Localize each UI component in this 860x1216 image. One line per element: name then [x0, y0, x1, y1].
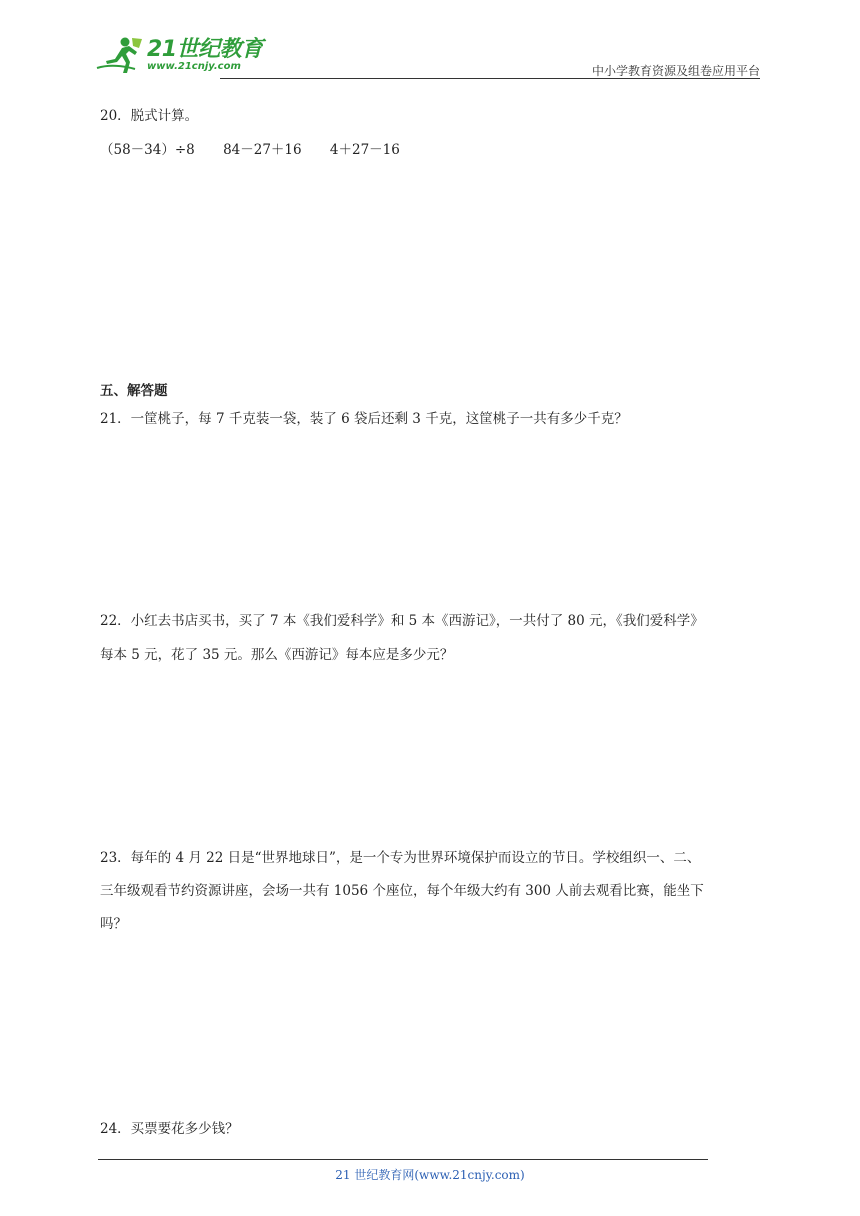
- q20-title: 20．脱式计算。: [100, 108, 199, 124]
- q22-line-2: 每本 5 元，花了 35 元。那么《西游记》每本应是多少元？: [100, 647, 454, 663]
- runner-logo-icon: [95, 35, 145, 75]
- footer-link[interactable]: 21 世纪教育网(www.21cnjy.com): [335, 1168, 525, 1182]
- q21-text: 21．一筐桃子，每 7 千克装一袋，装了 6 袋后还剩 3 千克，这筐桃子一共有多少千克？: [100, 411, 628, 427]
- q24-text: 24．买票要花多少钱？: [100, 1121, 239, 1137]
- q23-line-1: 23．每年的 4 月 22 日是“世界地球日”，是一个专为世界环境保护而设立的节日。学校组织一、二、: [100, 850, 701, 866]
- q20-expressions: [100, 141, 424, 160]
- q20-expression-2: 84－27＋16: [223, 142, 302, 158]
- header-divider: [220, 78, 760, 79]
- q20-expression-1: （58－34）÷8: [100, 142, 195, 158]
- page-header: [95, 30, 760, 80]
- logo-url: www.21cnjy.com: [147, 60, 241, 72]
- q22-line-1: 22．小红去书店买书，买了 7 本《我们爱科学》和 5 本《西游记》，一共付了 80 元，《我们爱科学》: [100, 613, 704, 629]
- footer-divider: [98, 1159, 708, 1160]
- section-heading: 五、解答题: [100, 383, 168, 399]
- logo-title: 21世纪教育: [147, 36, 263, 62]
- q20-expression-3: 4＋27－16: [329, 142, 400, 158]
- q23-line-3: 吗？: [100, 916, 127, 932]
- logo: [95, 35, 263, 75]
- q23-line-2: 三年级观看节约资源讲座，会场一共有 1056 个座位，每个年级大约有 300 人前去观看比赛，能坐下: [100, 883, 704, 899]
- platform-name: 中小学教育资源及组卷应用平台: [591, 64, 760, 78]
